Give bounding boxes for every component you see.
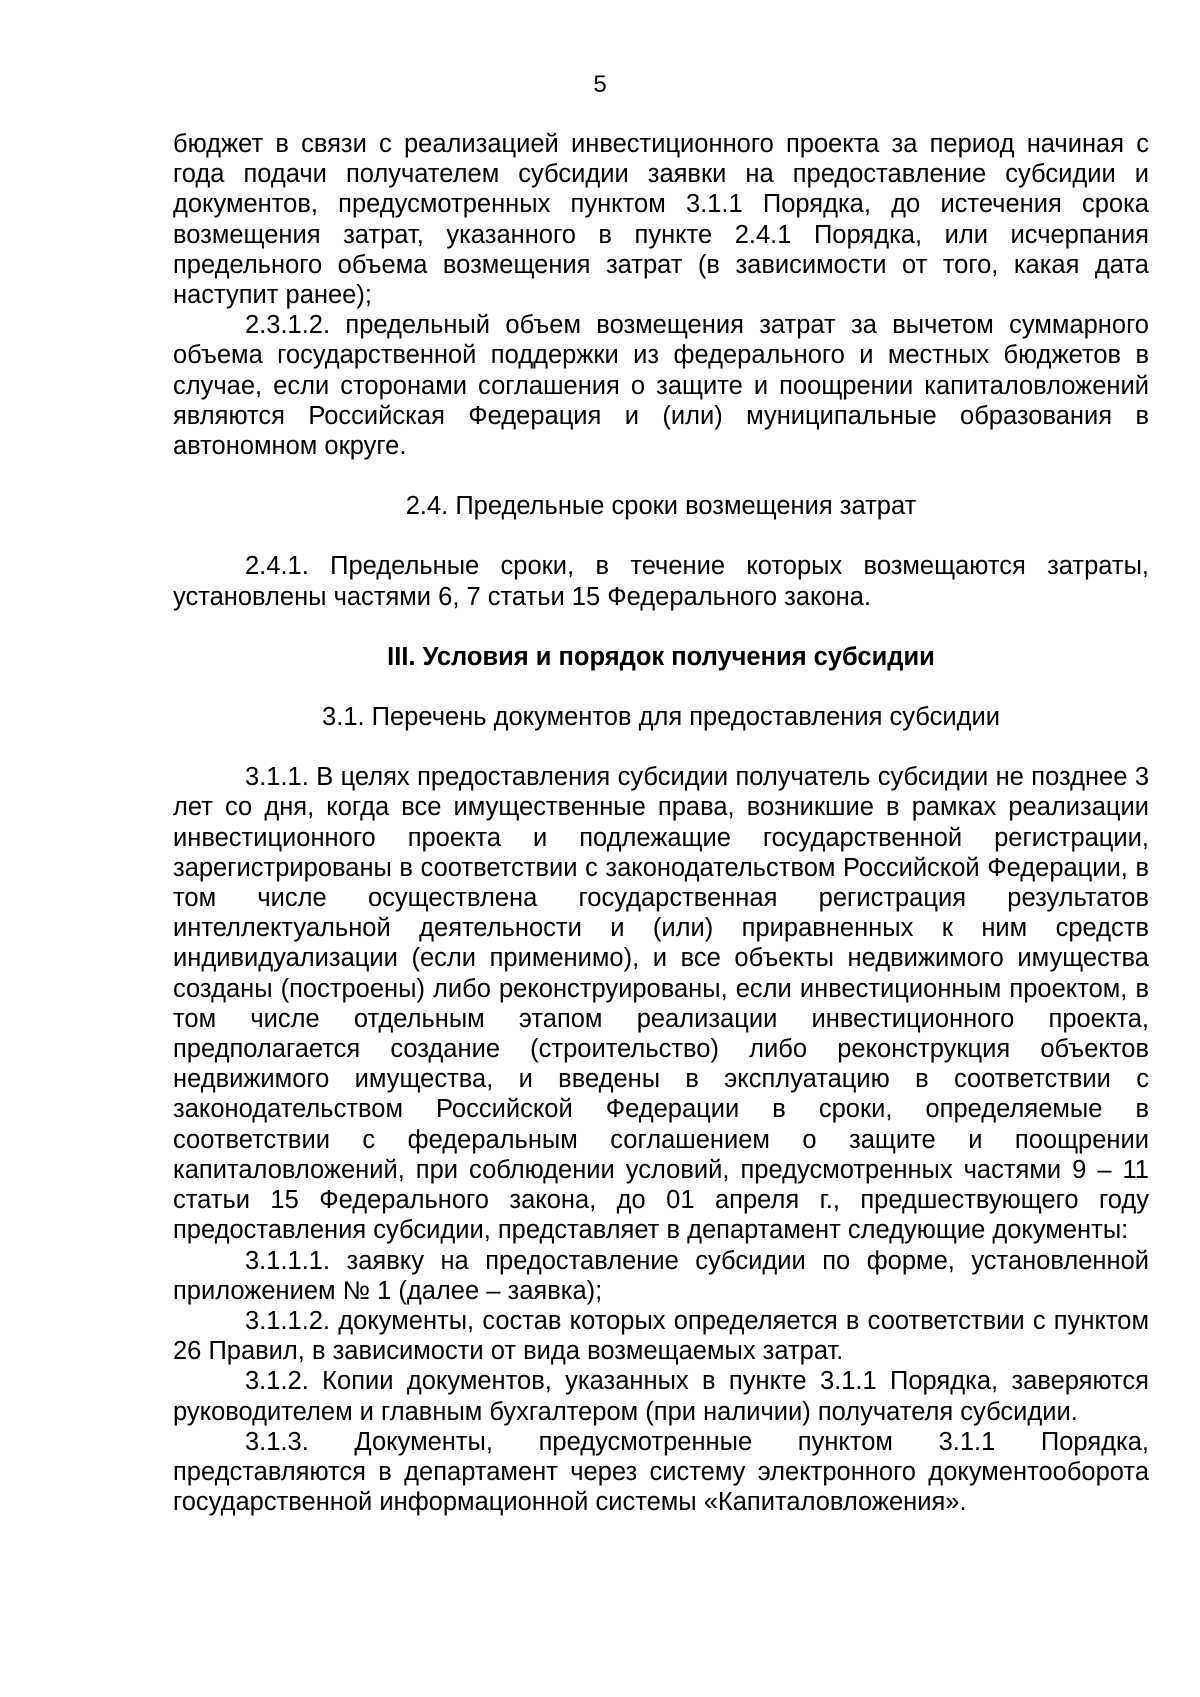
heading-3-1: 3.1. Перечень документов для предоставления субсидии: [322, 703, 1000, 732]
paragraph-2-3-1-2: 2.3.1.2. предельный объем возмещения затрат за вычетом суммарного объема государственной поддержки из федерального и местных бюджетов в случае, если сторонами соглашения о защите и поощрении капиталовложений являются Российская Федерация и (или) муниципальные образования в автономном округе.: [173, 311, 1149, 461]
paragraph-3-1-1-2: 3.1.1.2. документы, состав которых определяется в соответствии с пунктом 26 Правил, в зависимости от вида возмещаемых затрат.: [173, 1306, 1149, 1366]
page-number: 5: [593, 71, 607, 98]
heading-2-4: 2.4. Предельные сроки возмещения затрат: [405, 492, 917, 521]
paragraph-3-1-3: 3.1.3. Документы, предусмотренные пунктом 3.1.1 Порядка, представляются в департамент через систему электронного документооборота государственной информационной системы «Капиталовложения».: [173, 1427, 1149, 1517]
paragraph-2-4-1: 2.4.1. Предельные сроки, в течение которых возмещаются затраты, установлены частями 6, 7 статьи 15 Федерального закона.: [173, 552, 1149, 611]
document-body: [173, 129, 1149, 1517]
paragraph-3-1-1: 3.1.1. В целях предоставления субсидии получатель субсидии не позднее 3 лет со дня, когда все имущественные права, возникшие в рамках реализации инвестиционного проекта и подлежащие государственной регистрации, зарегистрированы в соответствии с законодательством Российской Федерации, в том числе осуществлена государственная регистрация результатов интеллектуальной деятельности и (или) приравненных к ним средств индивидуализации (если применимо), и все объекты недвижимого имущества созданы (построены) либо реконструированы, если инвестиционным проектом, в том числе отдельным этапом реализации инвестиционного проекта, предполагается создание (строительство) либо реконструкция объектов недвижимого имущества, и введены в эксплуатацию в соответствии с законодательством Российской Федерации в сроки, определяемые в соответствии с федеральным соглашением о защите и поощрении капиталовложений, при соблюдении условий, предусмотренных частями 9 – 11 статьи 15 Федерального закона, до 01 апреля г., предшествующего году предоставления субсидии, представляет в департамент следующие документы:: [173, 763, 1149, 1245]
paragraph-continuation: бюджет в связи с реализацией инвестиционного проекта за период начиная с года подачи получателем субсидии заявки на предоставление субсидии и документов, предусмотренных пунктом 3.1.1 Порядка, до истечения срока возмещения затрат, указанного в пункте 2.4.1 Порядка, или исчерпания предельного объема возмещения затрат (в зависимости от того, какая дата наступит ранее);: [173, 130, 1149, 310]
paragraph-3-1-1-1: 3.1.1.1. заявку на предоставление субсидии по форме, установленной приложением № 1 (далее – заявка);: [173, 1246, 1149, 1305]
section-heading-iii: III. Условия и порядок получения субсидии: [387, 642, 935, 671]
paragraph-3-1-2: 3.1.2. Копии документов, указанных в пункте 3.1.1 Порядка, заверяются руководителем и главным бухгалтером (при наличии) получателя субсидии.: [173, 1367, 1149, 1426]
